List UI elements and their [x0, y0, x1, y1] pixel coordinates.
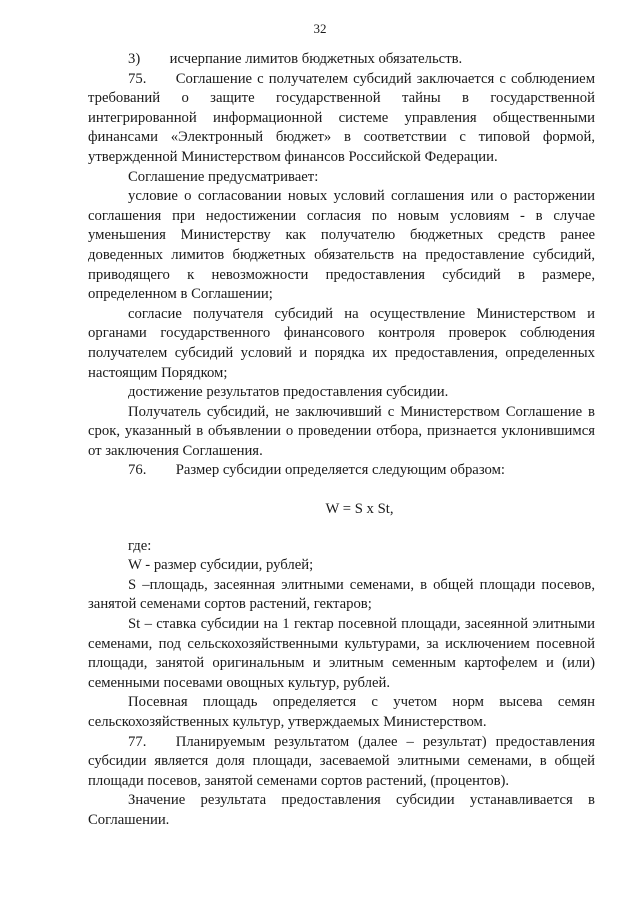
paragraph-achievement: достижение результатов предоставления субсидии. [128, 384, 449, 401]
paragraph-s-definition: S –площадь, засеянная элитными семенами, в общей площади посевов, занятой семенами сортов растений, гектаров; [88, 576, 595, 613]
paragraph-75: 75. Соглашение с получателем субсидий заключается с соблюдением требований о защите государственной тайны в государственной интегрированной информационной системе управления общественными финансами «Электронный бюджет» в соответствии с типовой формой, утвержденной Министерством финансов Российской Федерации. [88, 70, 595, 165]
paragraph-77: 77. Планируемым результатом (далее – результат) предоставления субсидии является доля площади, засеваемой элитными семенами, в общей площади посевов, занятой семенами сортов растений, (процентов). [88, 733, 595, 789]
paragraph-agreement-provides: Соглашение предусматривает: [128, 168, 319, 185]
paragraph-recipient-evasion: Получатель субсидий, не заключивший с Министерством Соглашение в срок, указанный в объявлении о проведении отбора, признается уклонившимся от заключения Соглашения. [88, 403, 595, 459]
paragraph-consent: согласие получателя субсидий на осуществление Министерством и органами государственного финансового контроля проверок соблюдения получателем субсидий условий и порядка их предоставления, определенных настоящим Порядком; [88, 305, 595, 381]
paragraph-w-definition: W - размер субсидии, рублей; [128, 557, 314, 574]
paragraph-sowing-area: Посевная площадь определяется с учетом норм высева семян сельскохозяйственных культур, утверждаемых Министерством. [88, 694, 595, 730]
page-number: 32 [313, 21, 327, 36]
paragraph-where: где: [128, 537, 152, 554]
formula: W = S x St, [325, 501, 394, 518]
paragraph-result-value: Значение результата предоставления субсидии устанавливается в Соглашении. [88, 792, 595, 828]
document-body [88, 50, 595, 831]
paragraph-st-definition: St – ставка субсидии на 1 гектар посевной площади, засеянной элитными семенами, под сельскохозяйственными культурами, за исключением посевной площади, занятой оригинальным и элитным семенным картофелем и (или) семенными посевами овощных культур, рублей. [88, 616, 595, 691]
paragraph-condition: условие о согласовании новых условий соглашения или о расторжении соглашения при недостижении согласия по новым условиям - в случае уменьшения Министерству как получателю бюджетных средств ранее доведенных лимитов бюджетных обязательств на предоставление субсидий, приводящего к невозможности предоставления субсидий в размере, определенном в Соглашении; [88, 188, 595, 303]
paragraph-item-3: 3) исчерпание лимитов бюджетных обязательств. [128, 51, 463, 67]
paragraph-76: 76. Размер субсидии определяется следующим образом: [128, 462, 505, 479]
